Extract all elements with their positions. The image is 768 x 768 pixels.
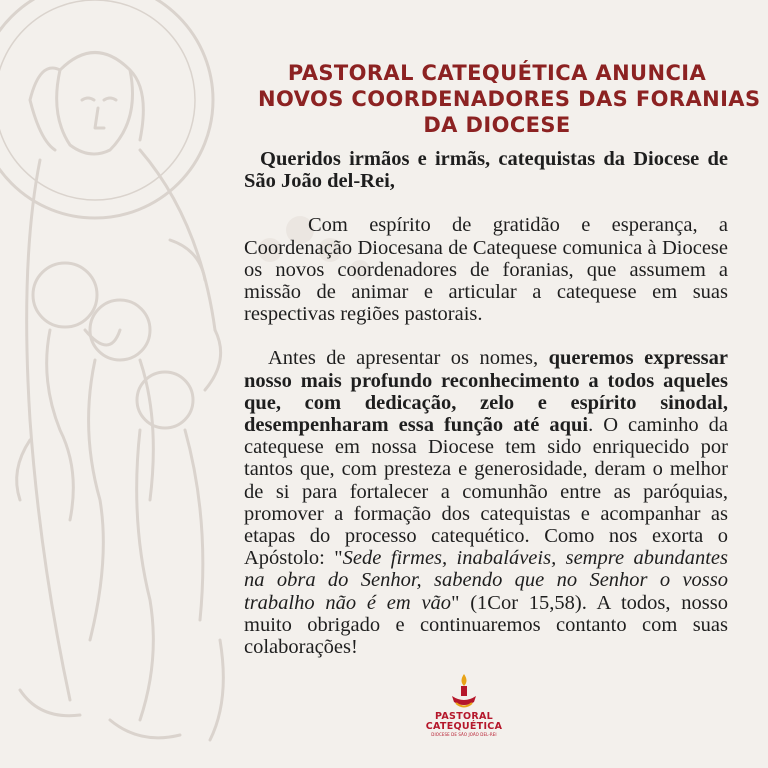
bible-quote: Sede firmes, inabaláveis, sempre abundantes na obra do Senhor, sabendo que no Senhor o vosso trabalho não é em vão — [244, 547, 728, 614]
paragraph-gratitude: Com espírito de gratidão e esperança, a Coordenação Diocesana de Catequese comunica à Diocese os novos coordenadores de foranias, que assumem a missão de animar e articular a catequese em suas respectivas regiões pastorais. — [244, 214, 728, 326]
title-line: PASTORAL CATEQUÉTICA ANUNCIA — [287, 61, 707, 85]
logo-name-line2: CATEQUÉTICA — [425, 721, 503, 732]
logo-subtitle: DIOCESE DE SÃO JOÃO DEL-REI — [431, 732, 497, 737]
paragraph-recognition — [244, 347, 728, 658]
paragraph2-bold: queremos expressar nosso mais profundo reconhecimento a todos aqueles que, com dedicação, zelo e espírito sinodal, desempenharam essa função até aqui — [244, 347, 728, 437]
title-line: DA DIOCESE — [423, 113, 571, 137]
paragraph2-closing: " (1Cor 15,58). A todos, nosso muito obrigado e continuaremos contanto com suas colaborações! — [244, 591, 728, 659]
candle-flame-icon — [447, 672, 481, 712]
title-line: NOVOS COORDENADORES DAS FORANIAS — [258, 87, 761, 111]
pastoral-logo — [414, 672, 514, 762]
paragraph2-intro: Antes de apresentar os nomes, — [268, 347, 549, 370]
page-title — [258, 60, 761, 138]
paragraph2-middle: . O caminho da catequese em nossa Diocese tem sido enriquecido por tantos que, com presteza e generosidade, deram o melhor de si para fortalecer a comunhão entre as paróquias, promover a formação dos catequistas e acompanhar as etapas do processo catequético. Como nos exorta o Apóstolo: " — [244, 414, 728, 570]
announcement-body — [244, 148, 728, 658]
logo-name-line1: PASTORAL — [435, 711, 493, 722]
greeting: Queridos irmãos e irmãs, catequistas da Diocese de São João del-Rei, — [244, 148, 728, 193]
